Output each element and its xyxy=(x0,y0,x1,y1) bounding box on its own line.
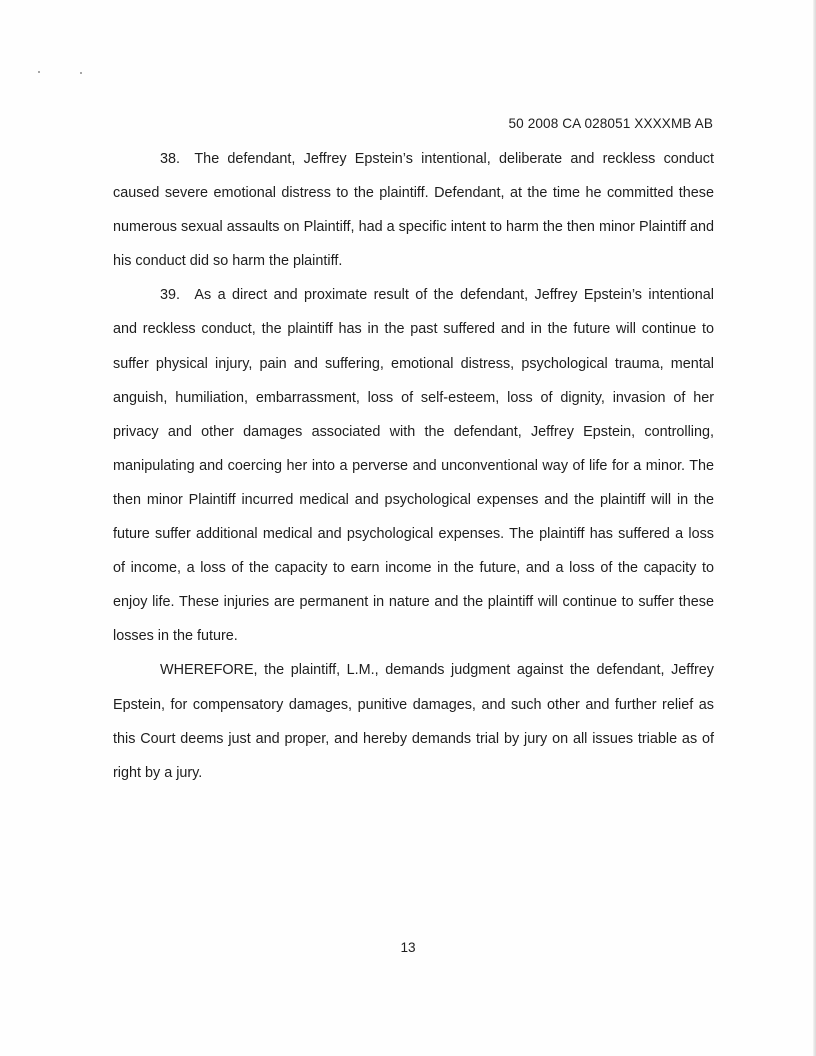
wherefore-clause: WHEREFORE, the plaintiff, L.M., demands judgment against the defendant, Jeffrey Epstein, for compensatory damages, punitive damages, and such other and further relief as this Court deems just and proper, and hereby demands trial by jury on all issues triable as of right by a jury. xyxy=(113,662,714,781)
paragraph-38: 38. The defendant, Jeffrey Epstein’s intentional, deliberate and reckless conduct caused severe emotional distress to the plaintiff. Defendant, at the time he committed these numerous sexual assaults on Plaintiff, had a specific intent to harm the then minor Plaintiff and his conduct did so harm the plaintiff. xyxy=(113,151,714,270)
document-body xyxy=(113,142,714,790)
scan-speck xyxy=(80,72,82,74)
scan-speck xyxy=(38,71,40,73)
page-number: 13 xyxy=(400,940,416,955)
case-number: 50 2008 CA 028051 XXXXMB AB xyxy=(508,116,713,131)
paragraph-39: 39. As a direct and proximate result of the defendant, Jeffrey Epstein’s intentional and reckless conduct, the plaintiff has in the past suffered and in the future will continue to suffer physical injury, pain and suffering, emotional distress, psychological trauma, mental anguish, humiliation, embarrassment, loss of self-esteem, loss of dignity, invasion of her privacy and other damages associated with the defendant, Jeffrey Epstein, controlling, manipulating and coercing her into a perverse and unconventional way of life for a minor. The then minor Plaintiff incurred medical and psychological expenses and the plaintiff will in the future suffer additional medical and psychological expenses. The plaintiff has suffered a loss of income, a loss of the capacity to earn income in the future, and a loss of the capacity to enjoy life. These injuries are permanent in nature and the plaintiff will continue to suffer these losses in the future. xyxy=(113,287,714,645)
